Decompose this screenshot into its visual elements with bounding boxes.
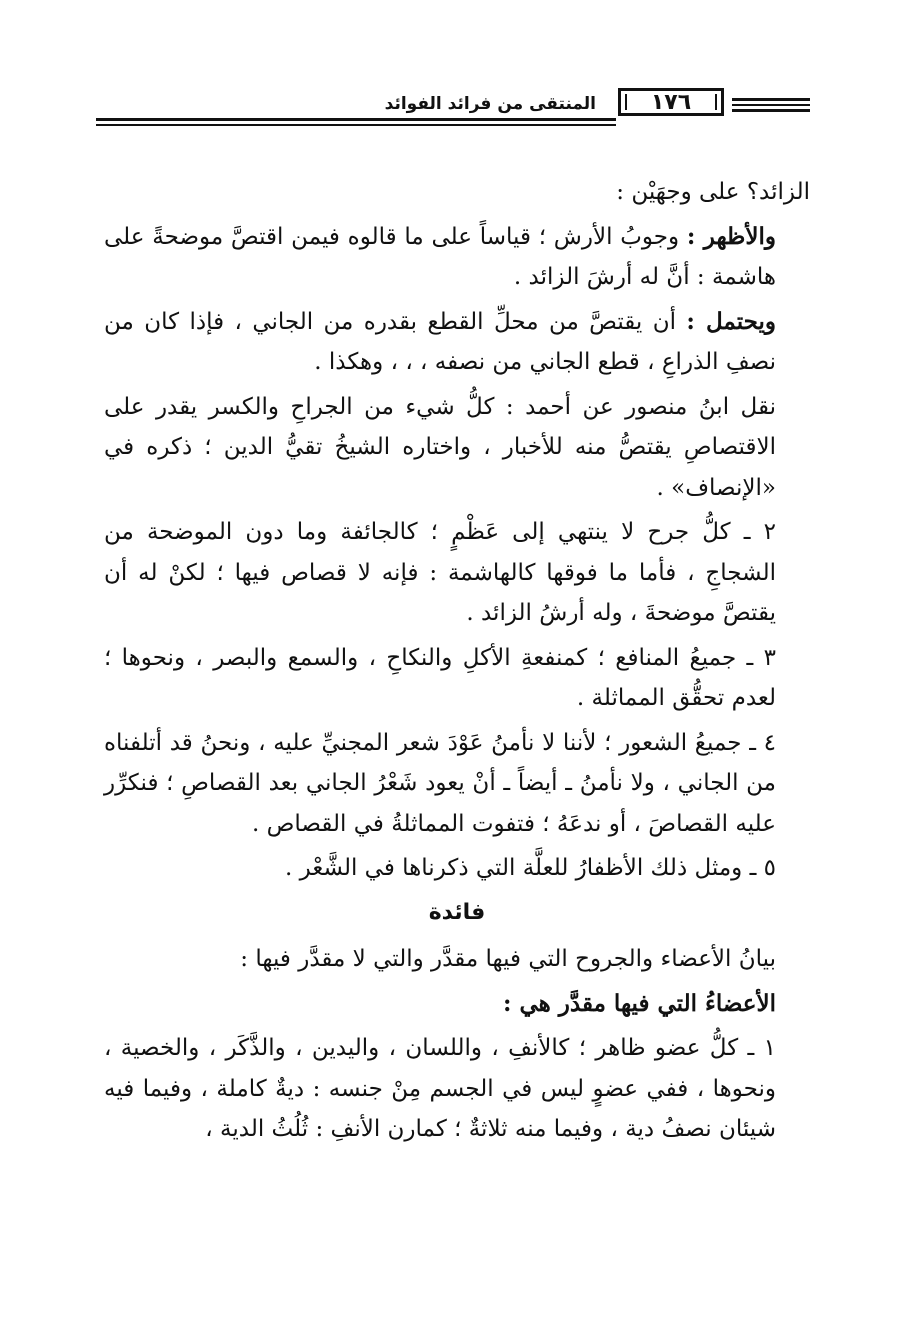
list-item: ٣ ـ جميعُ المنافع ؛ كمنفعةِ الأكلِ والنكاحِ ، والسمع والبصر ، ونحوها ؛ لعدم تحقُّق المماثلة . <box>104 644 776 711</box>
paragraph: نقل ابنُ منصور عن أحمد : كلُّ شيء من الجراحِ والكسر يقدر على الاقتصاصِ يقتصُّ منه للأخبار ، واختاره الشيخُ تقيُّ الدين ؛ ذكره في «الإنصاف» . <box>104 393 776 501</box>
list-item: ٤ ـ جميعُ الشعور ؛ لأننا لا نأمنُ عَوْدَ شعر المجنيِّ عليه ، ونحنُ قد أتلفناه من الجاني ، ولا نأمنُ ـ أيضاً ـ أنْ يعود شَعْرُ الجاني بعد القصاصِ ؛ فنكرِّر عليه القصاصَ ، أو ندعَهُ ؛ فتفوت المماثلةُ في القصاص . <box>104 729 776 837</box>
subheading: الأعضاءُ التي فيها مقدَّر هي : <box>502 989 776 1017</box>
paragraph <box>104 217 810 298</box>
paragraph-lead: ويحتمل : <box>686 307 776 335</box>
header-rule <box>96 118 616 129</box>
paragraph <box>104 302 810 383</box>
page-body <box>104 172 810 1154</box>
paragraph: بيانُ الأعضاء والجروح التي فيها مقدَّر والتي لا مقدَّر فيها : <box>240 946 776 972</box>
header-ornament-rule <box>732 98 810 115</box>
paragraph: الزائد؟ على وجهَيْن : <box>616 179 810 205</box>
running-title: المنتقى من فرائد الفوائد <box>384 94 596 114</box>
paragraph-lead: والأظهر : <box>686 222 776 250</box>
list-item: ١ ـ كلُّ عضو ظاهر ؛ كالأنفِ ، واللسان ، واليدين ، والذَّكَر ، والخصية ، ونحوها ، ففي عضوٍ ليس في الجسم مِنْ جنسه : ديةٌ كاملة ، وفيما فيه شيئان نصفُ دية ، وفيما منه ثلاثةٌ ؛ كمارن الأنفِ : ثُلُثُ الدية ، <box>104 1035 776 1142</box>
paragraph-text: وجوبُ الأرش ؛ قياساً على ما قالوه فيمن اقتصَّ موضحةً على هاشمة : أنَّ له أرشَ الزائد . <box>104 223 776 290</box>
list-item: ٢ ـ كلُّ جرح لا ينتهي إلى عَظْمٍ ؛ كالجائفة وما دون الموضحة من الشجاجِ ، فأما ما فوقها كالهاشمة : فإنه لا قصاص فيها ؛ لكنْ له أن يقتصَّ موضحةَ ، وله أرشُ الزائد . <box>104 519 776 626</box>
page-header <box>96 86 810 134</box>
paragraph-text: أن يقتصَّ من محلِّ القطع بقدره من الجاني ، فإذا كان من نصفِ الذراعِ ، قطع الجاني من نصفه ، ، ، وهكذا . <box>104 308 776 375</box>
page-number: ١٧٦ <box>618 88 724 116</box>
list-item: ٥ ـ ومثل ذلك الأظفارُ للعلَّة التي ذكرناها في الشَّعْر . <box>285 855 776 881</box>
section-heading: فائدة <box>428 899 486 925</box>
